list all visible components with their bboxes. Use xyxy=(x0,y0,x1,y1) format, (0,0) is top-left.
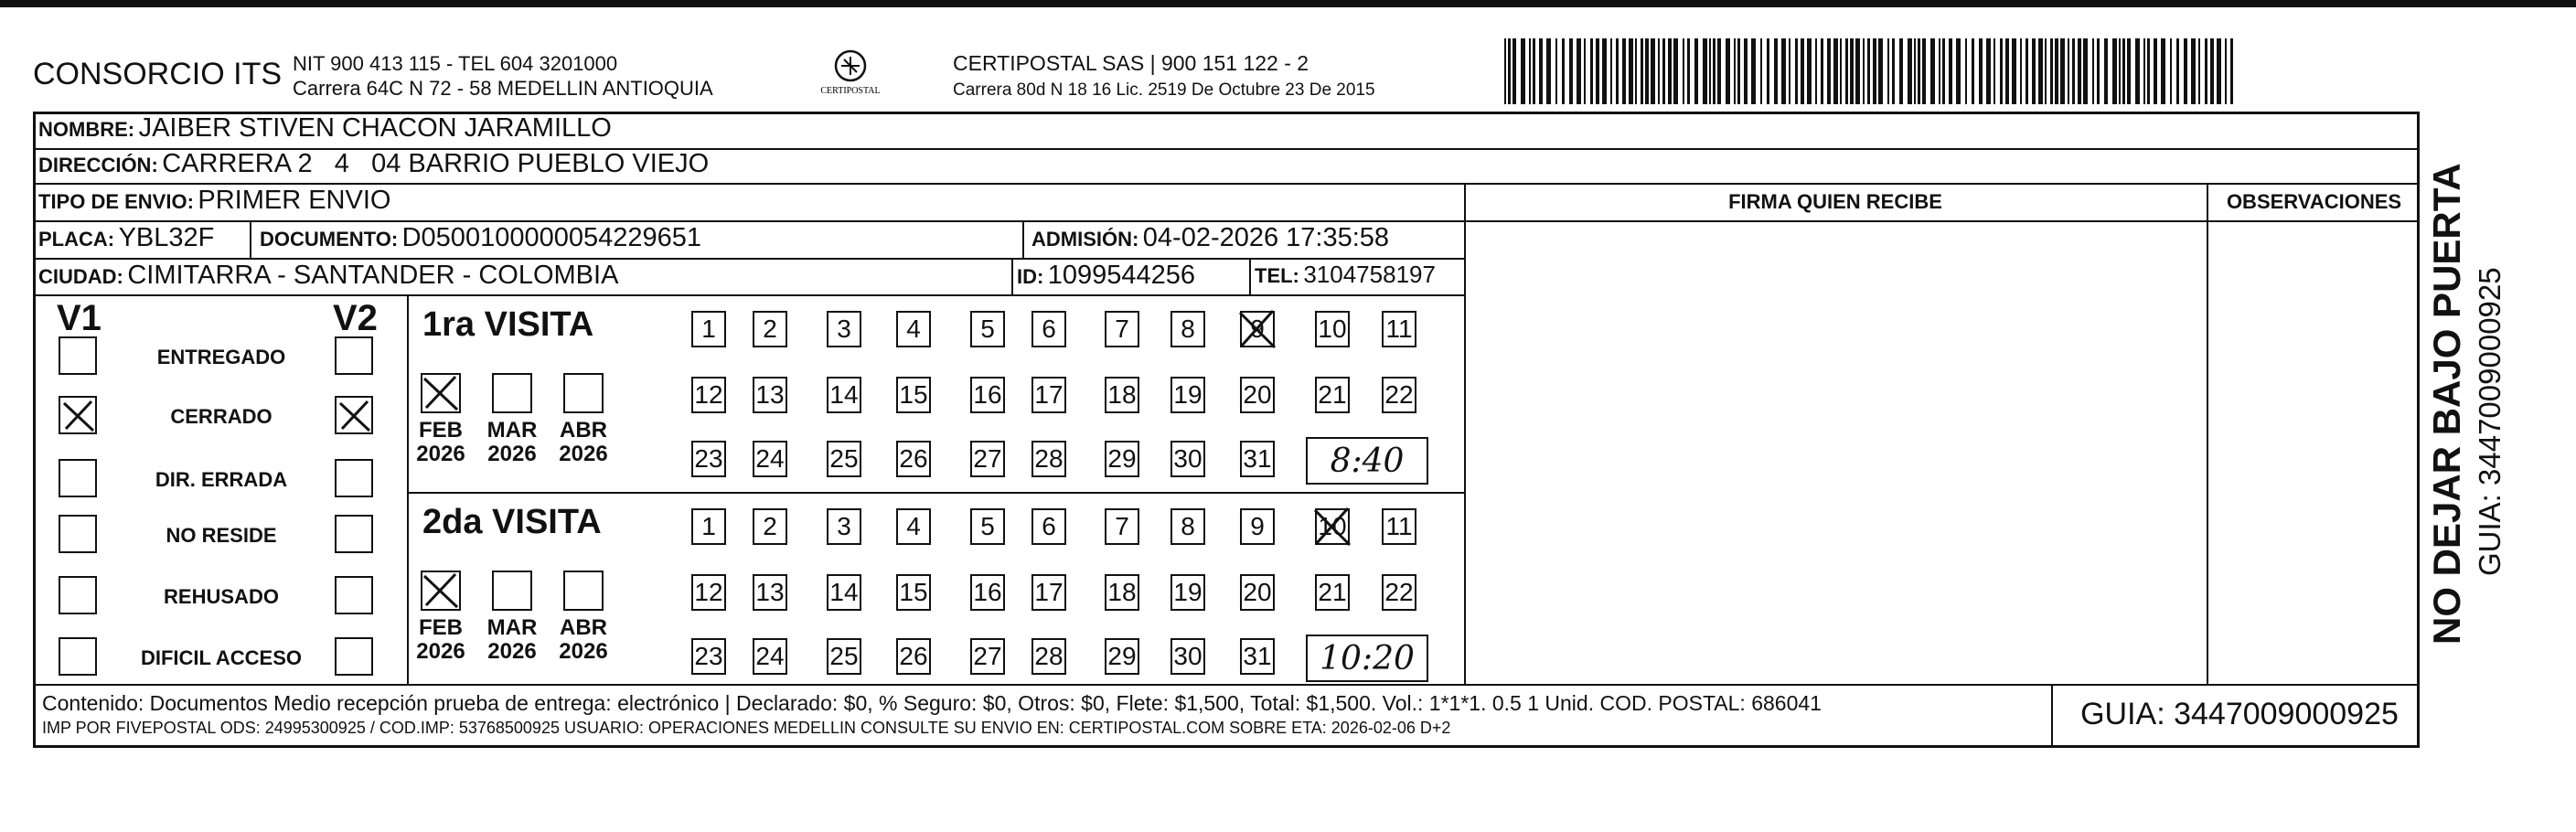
day-box[interactable]: 28 xyxy=(1031,441,1066,477)
day-box[interactable]: 12 xyxy=(691,377,726,413)
day-box[interactable]: 15 xyxy=(896,377,931,413)
status-option-label: CERRADO xyxy=(170,405,273,428)
day-box[interactable]: 7 xyxy=(1105,311,1139,347)
status-option-label: REHUSADO xyxy=(164,585,279,608)
day-box[interactable]: 25 xyxy=(827,638,861,675)
day-box[interactable]: 5 xyxy=(970,508,1005,545)
day-box[interactable]: 20 xyxy=(1240,574,1275,611)
divider xyxy=(407,492,1464,494)
month-label xyxy=(413,419,468,466)
day-box[interactable]: 10 xyxy=(1315,508,1350,545)
tipo-row xyxy=(38,186,390,216)
divider xyxy=(33,183,2420,185)
month-year: 2026 xyxy=(487,639,537,664)
month-year: 2026 xyxy=(559,639,608,664)
divider xyxy=(2207,183,2208,684)
divider xyxy=(33,684,2420,686)
v2-checkbox[interactable] xyxy=(335,336,373,375)
admision-row xyxy=(1031,223,1389,253)
v2-checkbox[interactable] xyxy=(335,396,373,434)
visit-time-value: 10:20 xyxy=(1320,640,1415,677)
direccion-label: DIRECCIÓN: xyxy=(38,154,158,176)
status-option-label: NO RESIDE xyxy=(166,524,277,547)
day-box[interactable]: 24 xyxy=(753,638,787,675)
day-box[interactable]: 26 xyxy=(896,441,931,477)
day-box[interactable]: 25 xyxy=(827,441,861,477)
day-box[interactable]: 12 xyxy=(691,574,726,611)
status-option-label: DIFICIL ACCESO xyxy=(140,646,302,669)
nombre-value: JAIBER STIVEN CHACON JARAMILLO xyxy=(138,113,612,143)
day-box[interactable]: 7 xyxy=(1105,508,1139,545)
month-year: 2026 xyxy=(416,639,465,664)
ciudad-row xyxy=(38,261,618,291)
month-label xyxy=(556,419,611,466)
divider xyxy=(1464,183,1466,684)
month-checkbox[interactable] xyxy=(492,571,532,611)
barcode xyxy=(1504,38,2236,104)
v1-checkbox[interactable] xyxy=(59,637,97,676)
v2-checkbox[interactable] xyxy=(335,459,373,497)
day-box[interactable]: 11 xyxy=(1382,508,1416,545)
company-info xyxy=(293,51,713,101)
side-guia: GUIA: 3447009000925 xyxy=(2473,267,2507,576)
month-name: FEB xyxy=(419,615,463,640)
certipostal-logo xyxy=(814,46,887,106)
day-box[interactable]: 3 xyxy=(827,508,861,545)
day-box[interactable]: 31 xyxy=(1240,638,1275,675)
ciudad-value: CIMITARRA - SANTANDER - COLOMBIA xyxy=(127,261,619,290)
day-box[interactable]: 23 xyxy=(691,638,726,675)
v1-checkbox[interactable] xyxy=(59,576,97,614)
month-label xyxy=(413,616,468,664)
id-value: 1099544256 xyxy=(1047,261,1196,290)
day-box[interactable]: 26 xyxy=(896,638,931,675)
divider xyxy=(2051,684,2053,748)
day-box[interactable]: 10 xyxy=(1315,311,1350,347)
day-box[interactable]: 17 xyxy=(1031,377,1066,413)
divider xyxy=(1022,220,1024,258)
v1-checkbox[interactable] xyxy=(59,396,97,434)
day-box[interactable]: 13 xyxy=(753,574,787,611)
day-box[interactable]: 30 xyxy=(1170,638,1205,675)
day-box[interactable]: 8 xyxy=(1170,311,1205,347)
v1-checkbox[interactable] xyxy=(59,459,97,497)
nombre-row xyxy=(38,113,612,144)
month-checkbox[interactable] xyxy=(421,571,461,611)
company-name: CONSORCIO ITS xyxy=(33,57,283,91)
carrier-address: Carrera 80d N 18 16 Lic. 2519 De Octubre 23 De 2015 xyxy=(953,80,1375,100)
day-box[interactable]: 31 xyxy=(1240,441,1275,477)
day-box[interactable]: 1 xyxy=(691,508,726,545)
carrier-name: CERTIPOSTAL SAS | 900 151 122 - 2 xyxy=(953,51,1309,75)
v2-checkbox[interactable] xyxy=(335,576,373,614)
month-checkbox[interactable] xyxy=(563,571,604,611)
month-checkbox[interactable] xyxy=(421,373,461,413)
day-box[interactable]: 13 xyxy=(753,377,787,413)
day-box[interactable]: 20 xyxy=(1240,377,1275,413)
day-box[interactable]: 16 xyxy=(970,574,1005,611)
day-box[interactable]: 23 xyxy=(691,441,726,477)
footer-contenido: Contenido: Documentos Medio recepción prueba de entrega: electrónico | Declarado: $0, % Seguro: $0, Otros: $0, Flete: $1,500, Total: $1,500. Vol.: 1*1*1. 0.5 1 Unid. COD. POSTAL: 686041 xyxy=(42,691,1822,715)
day-box[interactable]: 14 xyxy=(827,574,861,611)
day-box[interactable]: 11 xyxy=(1382,311,1416,347)
v1-checkbox[interactable] xyxy=(59,515,97,553)
month-year: 2026 xyxy=(559,442,608,466)
documento-label: DOCUMENTO: xyxy=(260,228,399,251)
admision-label: ADMISIÓN: xyxy=(1031,228,1139,251)
day-box[interactable]: 9 xyxy=(1240,508,1275,545)
ciudad-label: CIUDAD: xyxy=(38,265,123,288)
v2-checkbox[interactable] xyxy=(335,515,373,553)
day-box[interactable]: 22 xyxy=(1382,574,1416,611)
footer-guia: GUIA: 3447009000925 xyxy=(2080,697,2399,731)
visit-time-value: 8:40 xyxy=(1330,443,1405,480)
top-border xyxy=(0,0,2576,7)
id-row xyxy=(1017,261,1195,291)
day-box[interactable]: 4 xyxy=(896,508,931,545)
no-dejar-bajo-puerta: NO DEJAR BAJO PUERTA xyxy=(2425,163,2468,645)
month-name: FEB xyxy=(419,418,463,443)
direccion-row xyxy=(38,149,709,179)
day-box[interactable]: 2 xyxy=(753,508,787,545)
day-box[interactable]: 29 xyxy=(1105,441,1139,477)
footer-impresion: IMP POR FIVEPOSTAL ODS: 24995300925 / COD.IMP: 53768500925 USUARIO: OPERACIONES MEDELLIN CONSULTE SU ENVIO EN: CERTIPOSTAL.COM SOBRE ETA: 2026-02-06 D+2 xyxy=(42,719,1451,737)
day-box[interactable]: 30 xyxy=(1170,441,1205,477)
day-box[interactable]: 19 xyxy=(1170,377,1205,413)
month-label xyxy=(556,616,611,664)
month-name: ABR xyxy=(560,615,607,640)
documento-row xyxy=(260,223,701,253)
observaciones-header: OBSERVACIONES xyxy=(2226,190,2402,213)
tipo-value: PRIMER ENVIO xyxy=(198,186,391,215)
day-box[interactable]: 6 xyxy=(1031,311,1066,347)
day-box[interactable]: 21 xyxy=(1315,574,1350,611)
company-nit: NIT 900 413 115 - TEL 604 3201000 xyxy=(293,52,618,75)
v1-header: V1 xyxy=(57,298,102,338)
day-box[interactable]: 28 xyxy=(1031,638,1066,675)
day-box[interactable]: 24 xyxy=(753,441,787,477)
status-option-label: DIR. ERRADA xyxy=(155,468,288,491)
status-option-label: ENTREGADO xyxy=(156,346,286,368)
day-box[interactable]: 14 xyxy=(827,377,861,413)
tipo-label: TIPO DE ENVIO: xyxy=(38,190,194,213)
day-box[interactable]: 6 xyxy=(1031,508,1066,545)
tel-row xyxy=(1255,261,1436,289)
tel-value: 3104758197 xyxy=(1303,261,1436,288)
tel-label: TEL: xyxy=(1255,264,1299,287)
day-box[interactable]: 9 xyxy=(1240,311,1275,347)
v1-checkbox[interactable] xyxy=(59,336,97,375)
firma-header: FIRMA QUIEN RECIBE xyxy=(1728,190,1942,213)
logo-text: CERTIPOSTAL xyxy=(820,86,881,96)
admision-value: 04-02-2026 17:35:58 xyxy=(1142,223,1390,252)
placa-value: YBL32F xyxy=(118,223,215,252)
company-address: Carrera 64C N 72 - 58 MEDELLIN ANTIOQUIA xyxy=(293,77,713,100)
divider xyxy=(250,220,251,258)
divider xyxy=(1249,258,1251,294)
day-box[interactable]: 4 xyxy=(896,311,931,347)
day-box[interactable]: 18 xyxy=(1105,574,1139,611)
placa-row xyxy=(38,223,214,253)
day-box[interactable]: 21 xyxy=(1315,377,1350,413)
day-box[interactable]: 16 xyxy=(970,377,1005,413)
v2-header: V2 xyxy=(333,298,378,338)
divider xyxy=(33,294,1464,296)
month-name: ABR xyxy=(560,418,607,443)
day-box[interactable]: 17 xyxy=(1031,574,1066,611)
month-name: MAR xyxy=(486,418,538,443)
day-box[interactable]: 29 xyxy=(1105,638,1139,675)
month-checkbox[interactable] xyxy=(492,373,532,413)
day-box[interactable]: 3 xyxy=(827,311,861,347)
day-box[interactable]: 19 xyxy=(1170,574,1205,611)
day-box[interactable]: 22 xyxy=(1382,377,1416,413)
month-name: MAR xyxy=(486,615,538,640)
day-box[interactable]: 5 xyxy=(970,311,1005,347)
visit-title: 2da VISITA xyxy=(422,503,602,541)
day-box[interactable]: 15 xyxy=(896,574,931,611)
v2-checkbox[interactable] xyxy=(335,637,373,676)
placa-label: PLACA: xyxy=(38,228,115,251)
month-label xyxy=(485,616,540,664)
day-box[interactable]: 2 xyxy=(753,311,787,347)
nombre-label: NOMBRE: xyxy=(38,118,135,141)
visit-title: 1ra VISITA xyxy=(422,305,594,344)
divider xyxy=(1011,258,1013,294)
day-box[interactable]: 27 xyxy=(970,441,1005,477)
direccion-value: CARRERA 2 4 04 BARRIO PUEBLO VIEJO xyxy=(162,149,710,178)
day-box[interactable]: 8 xyxy=(1170,508,1205,545)
id-label: ID: xyxy=(1017,265,1044,288)
divider xyxy=(33,220,2420,222)
day-box[interactable]: 18 xyxy=(1105,377,1139,413)
month-year: 2026 xyxy=(487,442,537,466)
day-box[interactable]: 27 xyxy=(970,638,1005,675)
month-year: 2026 xyxy=(416,442,465,466)
month-checkbox[interactable] xyxy=(563,373,604,413)
divider xyxy=(407,294,409,684)
documento-value: D0500100000054229651 xyxy=(401,223,701,252)
month-label xyxy=(485,419,540,466)
day-box[interactable]: 1 xyxy=(691,311,726,347)
